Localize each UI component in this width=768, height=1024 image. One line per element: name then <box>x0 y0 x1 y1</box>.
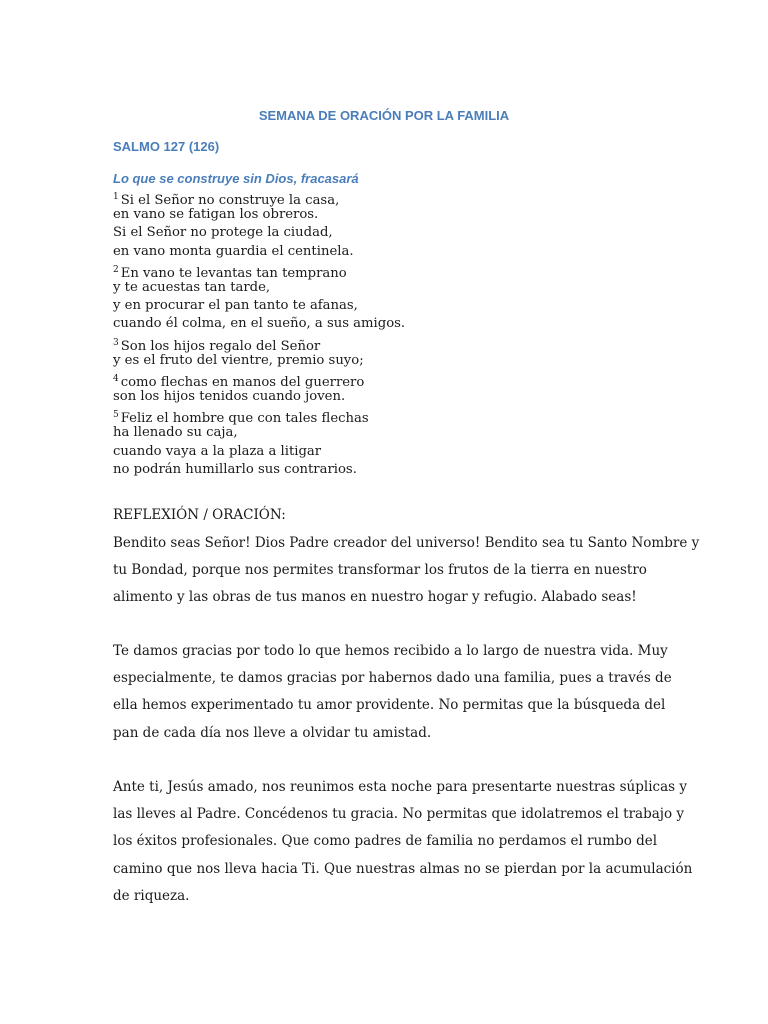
psalm-line-text: ha llenado su caja, <box>113 425 238 441</box>
paragraph-line: tu Bondad, porque nos permites transformar los frutos de la tierra en nuestro <box>113 562 647 579</box>
psalm-line-text: son los hijos tenidos cuando joven. <box>113 389 346 405</box>
psalm-line-text: como flechas en manos del guerrero <box>120 374 365 390</box>
psalm-line-text: Si el Señor no construye la casa, <box>120 193 340 208</box>
paragraph-line: Bendito seas Señor! Dios Padre creador del universo! Bendito sea tu Santo Nombre y <box>113 535 700 551</box>
paragraph-line: los éxitos profesionales. Que como padres de familia no perdamos el rumbo del <box>113 833 658 850</box>
psalm-line-text: y en procurar el pan tanto te afanas, <box>113 298 358 314</box>
psalm-reference: SALMO 127 (126) <box>113 139 220 154</box>
psalm-line-text: Feliz el hombre que con tales flechas <box>120 411 369 427</box>
psalm-line <box>113 370 405 388</box>
psalm-line-text: en vano se fatigan los obreros. <box>113 207 319 223</box>
reflection-heading: REFLEXIÓN / ORACIÓN: <box>113 507 286 523</box>
paragraph-line: Ante ti, Jesús amado, nos reunimos esta noche para presentarte nuestras súplicas y <box>113 779 687 795</box>
verse-number: 4 <box>113 373 119 384</box>
psalm-line-text: En vano te levantas tan temprano <box>120 265 347 281</box>
psalm-line <box>113 461 405 479</box>
psalm-line-text: y es el fruto del vientre, premio suyo; <box>113 352 364 368</box>
psalm-line <box>113 406 405 427</box>
psalm-line <box>113 424 405 442</box>
psalm-line <box>113 315 405 333</box>
psalm-line <box>113 243 405 261</box>
psalm-line-text: en vano monta guardia el centinela. <box>113 243 354 259</box>
psalm-line <box>113 388 405 406</box>
document-title: SEMANA DE ORACIÓN POR LA FAMILIA <box>258 108 510 123</box>
paragraph-line: camino que nos lleva hacia Ti. Que nuestras almas no se pierdan por la acumulación <box>113 860 693 877</box>
paragraph-line: de riqueza. <box>113 887 190 904</box>
psalm-line-text: Si el Señor no protege la ciudad, <box>113 225 333 241</box>
verse-number: 5 <box>113 410 119 421</box>
reflection-paragraph-3 <box>113 774 693 910</box>
psalm-subtitle: Lo que se construye sin Dios, fracasará <box>113 171 359 186</box>
psalm-line <box>113 188 405 206</box>
paragraph-line: Te damos gracias por todo lo que hemos recibido a lo largo de nuestra vida. Muy <box>113 643 668 659</box>
psalm-line-text: y te acuestas tan tarde, <box>113 279 271 295</box>
psalm-line <box>113 261 405 279</box>
verse-number: 1 <box>113 192 119 202</box>
paragraph-line: pan de cada día nos lleve a olvidar tu amistad. <box>113 724 432 741</box>
psalm-line <box>113 224 405 242</box>
paragraph-line: especialmente, te damos gracias por habernos dado una familia, pues a través de <box>113 670 672 687</box>
reflection-paragraph-2 <box>113 638 673 747</box>
paragraph-line: ella hemos experimentado tu amor providente. No permitas que la búsqueda del <box>113 697 666 714</box>
psalm-line-text: cuando él colma, en el sueño, a sus amigos. <box>113 316 406 332</box>
psalm-line <box>113 443 405 461</box>
psalm-line-text: Son los hijos regalo del Señor <box>120 338 321 354</box>
psalm-line <box>113 352 405 370</box>
psalm-line-text: no podrán humillarlo sus contrarios. <box>113 461 357 477</box>
psalm-text <box>113 188 405 479</box>
psalm-line <box>113 279 405 297</box>
reflection-paragraph-1 <box>113 530 700 612</box>
psalm-line-text: cuando vaya a la plaza a litigar <box>113 443 322 459</box>
psalm-line <box>113 297 405 315</box>
verse-number: 2 <box>113 264 119 275</box>
paragraph-line: alimento y las obras de tus manos en nuestro hogar y refugio. Alabado seas! <box>113 589 637 606</box>
psalm-line <box>113 334 405 352</box>
psalm-line <box>113 206 405 224</box>
paragraph-line: las lleves al Padre. Concédenos tu gracia. No permitas que idolatremos el trabajo y <box>113 806 684 823</box>
verse-number: 3 <box>113 337 119 348</box>
